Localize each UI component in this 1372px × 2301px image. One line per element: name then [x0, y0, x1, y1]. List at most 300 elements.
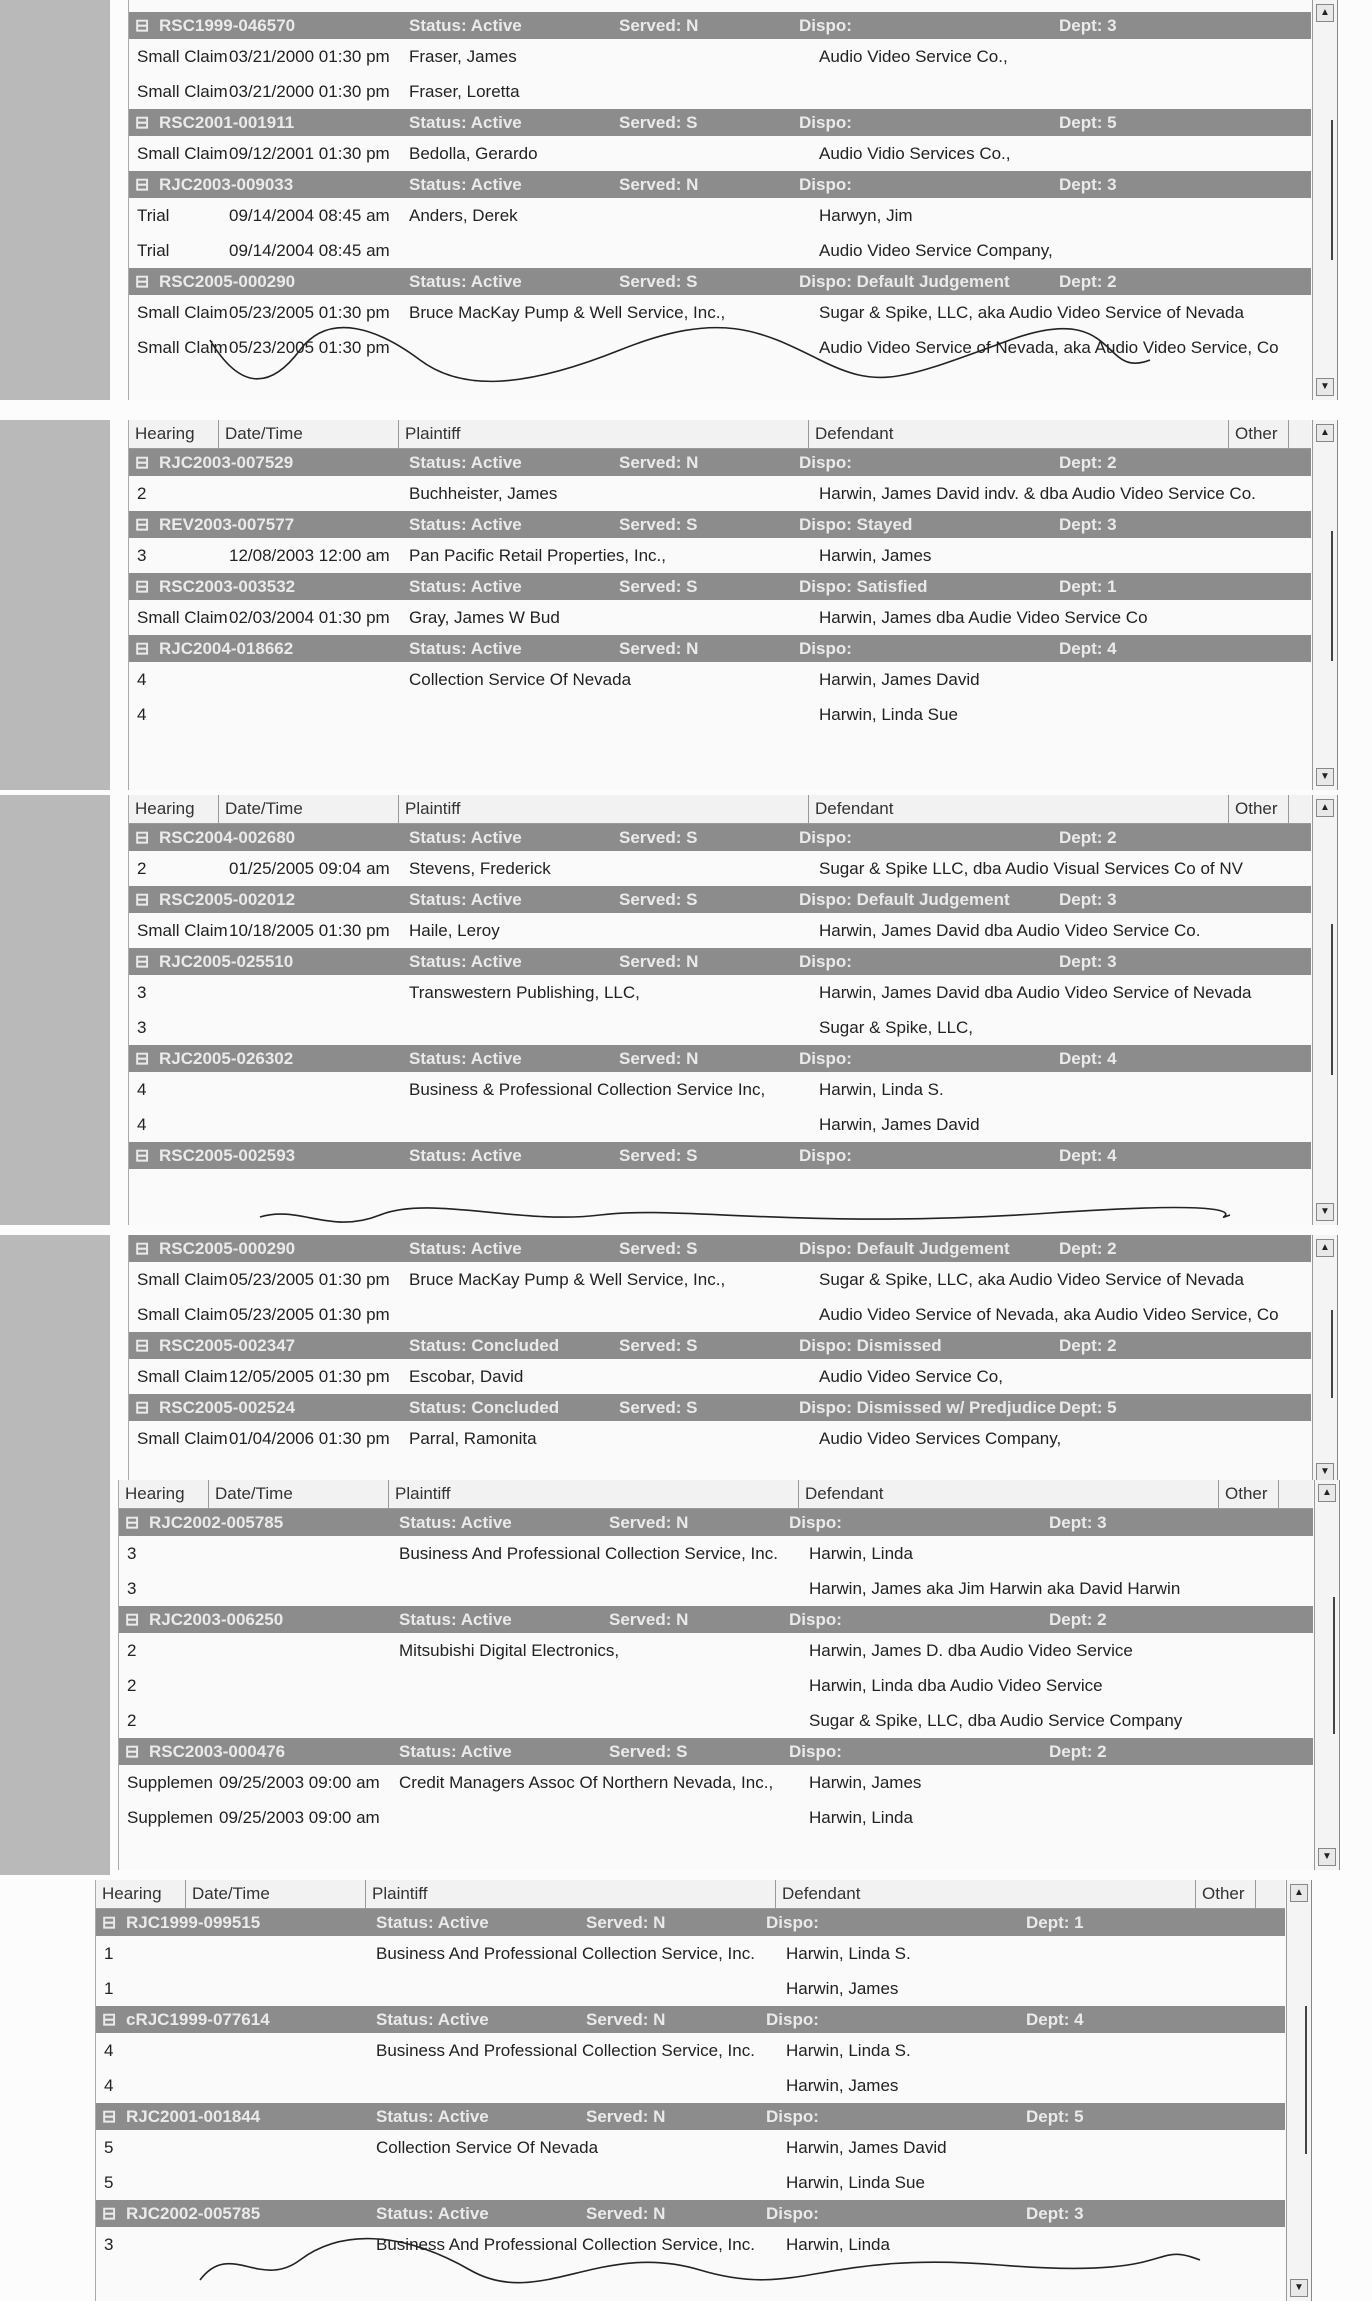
- case-number: RJC2001-001844: [126, 2106, 261, 2126]
- case-group-header[interactable]: [96, 2103, 1285, 2130]
- hearing-cell: Small Claim: [137, 1366, 228, 1386]
- case-number: RJC1999-099515: [126, 1912, 261, 1932]
- case-group-header[interactable]: [129, 573, 1311, 600]
- defendant-cell: Harwin, James David: [786, 2137, 947, 2157]
- case-number: RSC2005-002524: [159, 1397, 296, 1417]
- served-status: Served: S: [619, 514, 698, 534]
- scroll-thumb[interactable]: [1305, 2006, 1307, 2153]
- plaintiff-cell: Buchheister, James: [409, 483, 558, 503]
- datetime-cell: 05/23/2005 01:30 pm: [229, 302, 390, 322]
- dispo-status: Dispo:: [766, 1912, 819, 1932]
- case-number: RSC2005-002593: [159, 1145, 296, 1165]
- column-header-row: [129, 420, 1311, 449]
- column-header-other[interactable]: Other: [1219, 1480, 1279, 1508]
- hearing-cell: Small Claim: [137, 607, 228, 627]
- scroll-down-arrow-icon[interactable]: ▼: [1316, 1463, 1334, 1481]
- case-number: RJC2002-005785: [149, 1512, 284, 1532]
- hearing-cell: 4: [137, 669, 147, 689]
- plaintiff-cell: Bruce MacKay Pump & Well Service, Inc.,: [409, 1269, 726, 1289]
- column-header-row: [119, 1480, 1313, 1509]
- expand-icon[interactable]: ⊟: [135, 15, 150, 35]
- grid-body: [129, 12, 1311, 365]
- served-status: Served: S: [619, 1145, 698, 1165]
- case-number: cRJC1999-077614: [126, 2009, 270, 2029]
- scroll-up-arrow-icon[interactable]: ▲: [1290, 1884, 1308, 1902]
- page-margin-strip: [0, 1480, 110, 1875]
- case-group-header[interactable]: [129, 635, 1311, 662]
- plaintiff-cell: Fraser, Loretta: [409, 81, 520, 101]
- case-party-row[interactable]: [129, 476, 1311, 511]
- case-status: Status: Concluded: [409, 1335, 560, 1355]
- scroll-down-arrow-icon[interactable]: ▼: [1316, 768, 1334, 786]
- column-header-datetime[interactable]: Date/Time: [186, 1880, 366, 1908]
- plaintiff-cell: Collection Service Of Nevada: [409, 669, 632, 689]
- datetime-cell: 03/21/2000 01:30 pm: [229, 81, 390, 101]
- defendant-cell: Harwin, Linda S.: [786, 2040, 911, 2060]
- served-status: Served: N: [619, 174, 699, 194]
- scroll-up-arrow-icon[interactable]: ▲: [1316, 1239, 1334, 1257]
- hearing-cell: Trial: [137, 205, 170, 225]
- grid-body: [129, 1235, 1311, 1456]
- expand-icon[interactable]: ⊟: [135, 576, 150, 596]
- expand-icon[interactable]: ⊟: [135, 112, 150, 132]
- hearing-cell: 5: [104, 2172, 114, 2192]
- case-group-header[interactable]: [129, 1235, 1311, 1262]
- scroll-thumb[interactable]: [1333, 1597, 1335, 1734]
- served-status: Served: N: [619, 452, 699, 472]
- column-header-hearing[interactable]: Hearing: [96, 1880, 186, 1908]
- hearing-cell: Small Claim: [137, 143, 228, 163]
- datetime-cell: 05/23/2005 01:30 pm: [229, 1304, 390, 1324]
- expand-icon[interactable]: ⊟: [125, 1741, 140, 1761]
- case-status: Status: Active: [376, 2106, 489, 2126]
- defendant-cell: Harwin, James aka Jim Harwin aka David Harwin: [809, 1578, 1181, 1598]
- column-header-hearing[interactable]: Hearing: [129, 420, 219, 448]
- dispo-status: Dispo:: [789, 1512, 842, 1532]
- column-header-other[interactable]: Other: [1196, 1880, 1256, 1908]
- case-group-header[interactable]: [129, 12, 1311, 39]
- case-group-header[interactable]: [129, 511, 1311, 538]
- served-status: Served: N: [619, 15, 699, 35]
- case-party-row[interactable]: [129, 1262, 1311, 1297]
- plaintiff-cell: Bruce MacKay Pump & Well Service, Inc.,: [409, 302, 726, 322]
- hearing-cell: 3: [137, 982, 147, 1002]
- dispo-status: Dispo: Default Judgement: [799, 889, 1010, 909]
- served-status: Served: N: [586, 2106, 666, 2126]
- dispo-status: Dispo:: [789, 1741, 842, 1761]
- column-header-other[interactable]: Other: [1229, 420, 1289, 448]
- case-group-header[interactable]: [129, 1332, 1311, 1359]
- defendant-cell: Audio Video Service Company,: [819, 240, 1053, 260]
- dispo-status: Dispo:: [799, 452, 852, 472]
- case-number: RSC2003-000476: [149, 1741, 286, 1761]
- case-party-row[interactable]: [96, 2068, 1285, 2103]
- case-party-row[interactable]: [96, 1936, 1285, 1971]
- column-header-plaintiff[interactable]: Plaintiff: [399, 795, 809, 823]
- datetime-cell: 05/23/2005 01:30 pm: [229, 1269, 390, 1289]
- dispo-status: Dispo:: [799, 951, 852, 971]
- case-number: RJC2004-018662: [159, 638, 294, 658]
- case-party-row[interactable]: [119, 1668, 1313, 1703]
- case-party-row[interactable]: [129, 1421, 1311, 1456]
- expand-icon[interactable]: ⊟: [102, 2106, 117, 2126]
- vertical-scrollbar[interactable]: [1312, 420, 1337, 790]
- scroll-up-arrow-icon[interactable]: ▲: [1316, 424, 1334, 442]
- served-status: Served: S: [619, 576, 698, 596]
- case-group-header[interactable]: [119, 1509, 1313, 1536]
- expand-icon[interactable]: ⊟: [102, 2009, 117, 2029]
- dispo-status: Dispo:: [799, 638, 852, 658]
- case-grid-panel: [118, 1480, 1340, 1870]
- column-header-defendant[interactable]: Defendant: [809, 795, 1229, 823]
- dept-label: Dept: 3: [1059, 174, 1117, 194]
- dept-label: Dept: 2: [1059, 452, 1117, 472]
- defendant-cell: Sugar & Spike, LLC, aka Audio Video Service of Nevada: [819, 302, 1244, 322]
- case-party-row[interactable]: [129, 851, 1311, 886]
- case-party-row[interactable]: [129, 662, 1311, 697]
- case-status: Status: Active: [376, 2009, 489, 2029]
- hearing-cell: 1: [104, 1978, 114, 1998]
- case-party-row[interactable]: [129, 538, 1311, 573]
- case-party-row[interactable]: [129, 74, 1311, 109]
- page-margin-strip: [0, 795, 110, 1225]
- dispo-status: Dispo: Stayed: [799, 514, 913, 534]
- case-status: Status: Active: [409, 15, 522, 35]
- case-status: Status: Active: [409, 514, 522, 534]
- column-header-plaintiff[interactable]: Plaintiff: [389, 1480, 799, 1508]
- hearing-cell: 3: [137, 1017, 147, 1037]
- hearing-cell: 5: [104, 2137, 114, 2157]
- case-group-header[interactable]: [119, 1606, 1313, 1633]
- case-number: RSC2001-001911: [159, 112, 295, 132]
- dept-label: Dept: 2: [1059, 1335, 1117, 1355]
- plaintiff-cell: Mitsubishi Digital Electronics,: [399, 1640, 620, 1660]
- dispo-status: Dispo:: [799, 1145, 852, 1165]
- scroll-down-arrow-icon[interactable]: ▼: [1316, 378, 1334, 396]
- case-group-header[interactable]: [129, 1142, 1311, 1169]
- case-party-row[interactable]: [129, 330, 1311, 365]
- case-status: Status: Active: [409, 1145, 522, 1165]
- plaintiff-cell: Haile, Leroy: [409, 920, 500, 940]
- case-party-row[interactable]: [96, 2165, 1285, 2200]
- datetime-cell: 09/12/2001 01:30 pm: [229, 143, 390, 163]
- column-header-defendant[interactable]: Defendant: [776, 1880, 1196, 1908]
- datetime-cell: 12/08/2003 12:00 am: [229, 545, 390, 565]
- vertical-scrollbar[interactable]: [1314, 1480, 1339, 1870]
- case-group-header[interactable]: [119, 1738, 1313, 1765]
- case-group-header[interactable]: [129, 824, 1311, 851]
- defendant-cell: Harwin, Linda: [809, 1543, 913, 1563]
- served-status: Served: S: [619, 1238, 698, 1258]
- case-number: RSC2005-000290: [159, 1238, 296, 1258]
- served-status: Served: N: [619, 1048, 699, 1068]
- defendant-cell: Harwin, James: [786, 2075, 899, 2095]
- datetime-cell: 01/25/2005 09:04 am: [229, 858, 390, 878]
- served-status: Served: S: [619, 1397, 698, 1417]
- dispo-status: Dispo: Default Judgement: [799, 1238, 1010, 1258]
- column-header-hearing[interactable]: Hearing: [119, 1480, 209, 1508]
- plaintiff-cell: Transwestern Publishing, LLC,: [409, 982, 640, 1002]
- hearing-cell: Small Claim: [137, 1304, 228, 1324]
- defendant-cell: Harwin, Linda: [786, 2234, 890, 2254]
- case-party-row[interactable]: [96, 2130, 1285, 2165]
- case-grid-panel: [128, 1235, 1338, 1485]
- datetime-cell: 02/03/2004 01:30 pm: [229, 607, 390, 627]
- dispo-status: Dispo:: [799, 15, 852, 35]
- case-number: RJC2003-009033: [159, 174, 294, 194]
- case-party-row[interactable]: [129, 136, 1311, 171]
- case-status: Status: Concluded: [409, 1397, 560, 1417]
- dept-label: Dept: 2: [1049, 1609, 1107, 1629]
- case-party-row[interactable]: [96, 1971, 1285, 2006]
- served-status: Served: N: [586, 2203, 666, 2223]
- case-party-row[interactable]: [129, 1297, 1311, 1332]
- dispo-status: Dispo:: [766, 2009, 819, 2029]
- expand-icon[interactable]: ⊟: [135, 827, 150, 847]
- expand-icon[interactable]: ⊟: [135, 951, 150, 971]
- scroll-up-arrow-icon[interactable]: ▲: [1316, 4, 1334, 22]
- column-header-other[interactable]: Other: [1229, 795, 1289, 823]
- case-status: Status: Active: [409, 889, 522, 909]
- case-party-row[interactable]: [119, 1536, 1313, 1571]
- case-party-row[interactable]: [129, 1359, 1311, 1394]
- plaintiff-cell: Business And Professional Collection Service, Inc.: [376, 2040, 755, 2060]
- expand-icon[interactable]: ⊟: [135, 1145, 150, 1165]
- plaintiff-cell: Business And Professional Collection Service, Inc.: [376, 2234, 755, 2254]
- dispo-status: Dispo:: [766, 2106, 819, 2126]
- page-margin-strip: [0, 420, 110, 790]
- hearing-cell: Supplemen: [127, 1772, 214, 1792]
- expand-icon[interactable]: ⊟: [135, 1335, 150, 1355]
- case-group-header[interactable]: [96, 1909, 1285, 1936]
- case-party-row[interactable]: [119, 1800, 1313, 1835]
- expand-icon[interactable]: ⊟: [135, 638, 150, 658]
- scroll-down-arrow-icon[interactable]: ▼: [1290, 2279, 1308, 2297]
- case-number: RJC2005-026302: [159, 1048, 294, 1068]
- hearing-cell: 2: [127, 1675, 137, 1695]
- page-margin-strip: [0, 0, 110, 400]
- case-number: RSC2004-002680: [159, 827, 296, 847]
- scroll-thumb[interactable]: [1331, 1310, 1333, 1398]
- case-party-row[interactable]: [129, 975, 1311, 1010]
- defendant-cell: Harwin, James: [809, 1772, 922, 1792]
- case-number: REV2003-007577: [159, 514, 295, 534]
- case-status: Status: Active: [409, 112, 522, 132]
- expand-icon[interactable]: ⊟: [135, 514, 150, 534]
- defendant-cell: Harwin, James David: [819, 669, 980, 689]
- plaintiff-cell: Stevens, Frederick: [409, 858, 551, 878]
- hearing-cell: 4: [137, 704, 147, 724]
- case-status: Status: Active: [376, 1912, 489, 1932]
- case-party-row[interactable]: [119, 1571, 1313, 1606]
- scroll-thumb[interactable]: [1331, 120, 1333, 260]
- plaintiff-cell: Anders, Derek: [409, 205, 518, 225]
- defendant-cell: Sugar & Spike, LLC,: [819, 1017, 974, 1037]
- hearing-cell: Trial: [137, 240, 170, 260]
- defendant-cell: Audio Video Service of Nevada, aka Audio Video Service, Co: [819, 337, 1279, 357]
- served-status: Served: S: [609, 1741, 688, 1761]
- expand-icon[interactable]: ⊟: [135, 271, 150, 291]
- defendant-cell: Audio Video Services Company,: [819, 1428, 1062, 1448]
- plaintiff-cell: Business And Professional Collection Service, Inc.: [399, 1543, 778, 1563]
- case-grid-panel: [128, 0, 1338, 400]
- hearing-cell: 1: [104, 1943, 114, 1963]
- plaintiff-cell: Business & Professional Collection Service Inc,: [409, 1079, 766, 1099]
- case-group-header[interactable]: [129, 109, 1311, 136]
- column-header-row: [96, 1880, 1285, 1909]
- defendant-cell: Harwin, Linda S.: [819, 1079, 944, 1099]
- scroll-up-arrow-icon[interactable]: ▲: [1316, 799, 1334, 817]
- case-party-row[interactable]: [129, 600, 1311, 635]
- case-status: Status: Active: [409, 638, 522, 658]
- case-party-row[interactable]: [129, 233, 1311, 268]
- hearing-cell: Small Claim: [137, 1269, 228, 1289]
- case-group-header[interactable]: [129, 886, 1311, 913]
- dept-label: Dept: 4: [1026, 2009, 1084, 2029]
- case-group-header[interactable]: [96, 2200, 1285, 2227]
- defendant-cell: Sugar & Spike, LLC, aka Audio Video Service of Nevada: [819, 1269, 1244, 1289]
- vertical-scrollbar[interactable]: [1312, 1235, 1337, 1485]
- case-party-row[interactable]: [129, 1107, 1311, 1142]
- defendant-cell: Harwin, Linda: [809, 1807, 913, 1827]
- hearing-cell: 4: [104, 2040, 114, 2060]
- case-status: Status: Active: [409, 827, 522, 847]
- expand-icon[interactable]: ⊟: [102, 2203, 117, 2223]
- expand-icon[interactable]: ⊟: [135, 452, 150, 472]
- expand-icon[interactable]: ⊟: [135, 1238, 150, 1258]
- case-party-row[interactable]: [129, 697, 1311, 732]
- case-group-header[interactable]: [129, 268, 1311, 295]
- dispo-status: Dispo:: [766, 2203, 819, 2223]
- defendant-cell: Harwin, Linda S.: [786, 1943, 911, 1963]
- case-party-row[interactable]: [96, 2033, 1285, 2068]
- served-status: Served: N: [619, 951, 699, 971]
- defendant-cell: Harwin, James David indv. & dba Audio Video Service Co.: [819, 483, 1256, 503]
- hearing-cell: 3: [104, 2234, 114, 2254]
- expand-icon[interactable]: ⊟: [135, 1048, 150, 1068]
- case-group-header[interactable]: [129, 1045, 1311, 1072]
- plaintiff-cell: Gray, James W Bud: [409, 607, 560, 627]
- case-group-header[interactable]: [129, 449, 1311, 476]
- dispo-status: Dispo:: [799, 827, 852, 847]
- case-status: Status: Active: [399, 1609, 512, 1629]
- case-number: RJC2005-025510: [159, 951, 294, 971]
- hearing-cell: Small Claim: [137, 1428, 228, 1448]
- case-party-row[interactable]: [129, 198, 1311, 233]
- hearing-cell: Small Claim: [137, 302, 228, 322]
- case-group-header[interactable]: [129, 1394, 1311, 1421]
- datetime-cell: 01/04/2006 01:30 pm: [229, 1428, 390, 1448]
- dispo-status: Dispo:: [799, 174, 852, 194]
- plaintiff-cell: Parral, Ramonita: [409, 1428, 537, 1448]
- vertical-scrollbar[interactable]: [1286, 1880, 1311, 2301]
- expand-icon[interactable]: ⊟: [102, 1912, 117, 1932]
- case-party-row[interactable]: [129, 39, 1311, 74]
- case-party-row[interactable]: [119, 1633, 1313, 1668]
- dept-label: Dept: 3: [1059, 514, 1117, 534]
- expand-icon[interactable]: ⊟: [135, 889, 150, 909]
- hearing-cell: 2: [137, 483, 147, 503]
- expand-icon[interactable]: ⊟: [125, 1512, 140, 1532]
- case-group-header[interactable]: [96, 2006, 1285, 2033]
- case-number: RJC2003-006250: [149, 1609, 284, 1629]
- case-party-row[interactable]: [129, 913, 1311, 948]
- case-party-row[interactable]: [119, 1703, 1313, 1738]
- plaintiff-cell: Pan Pacific Retail Properties, Inc.,: [409, 545, 667, 565]
- defendant-cell: Sugar & Spike, LLC, dba Audio Service Company: [809, 1710, 1183, 1730]
- scroll-thumb[interactable]: [1331, 924, 1333, 1075]
- expand-icon[interactable]: ⊟: [135, 174, 150, 194]
- case-party-row[interactable]: [129, 295, 1311, 330]
- column-header-hearing[interactable]: Hearing: [129, 795, 219, 823]
- vertical-scrollbar[interactable]: [1312, 795, 1337, 1225]
- column-header-datetime[interactable]: Date/Time: [209, 1480, 389, 1508]
- plaintiff-cell: Collection Service Of Nevada: [376, 2137, 599, 2157]
- column-header-defendant[interactable]: Defendant: [809, 420, 1229, 448]
- defendant-cell: Harwin, Linda Sue: [786, 2172, 925, 2192]
- vertical-scrollbar[interactable]: [1312, 0, 1337, 400]
- dept-label: Dept: 5: [1059, 112, 1117, 132]
- served-status: Served: S: [619, 271, 698, 291]
- dept-label: Dept: 5: [1059, 1397, 1117, 1417]
- case-group-header[interactable]: [129, 171, 1311, 198]
- datetime-cell: 09/14/2004 08:45 am: [229, 205, 390, 225]
- served-status: Served: N: [609, 1609, 689, 1629]
- defendant-cell: Audio Video Service Co,: [819, 1366, 1003, 1386]
- case-grid-panel: [128, 795, 1338, 1225]
- served-status: Served: S: [619, 1335, 698, 1355]
- column-header-datetime[interactable]: Date/Time: [219, 420, 399, 448]
- case-party-row[interactable]: [129, 1072, 1311, 1107]
- column-header-defendant[interactable]: Defendant: [799, 1480, 1219, 1508]
- column-header-plaintiff[interactable]: Plaintiff: [366, 1880, 776, 1908]
- case-status: Status: Active: [409, 951, 522, 971]
- column-header-datetime[interactable]: Date/Time: [219, 795, 399, 823]
- datetime-cell: 12/05/2005 01:30 pm: [229, 1366, 390, 1386]
- expand-icon[interactable]: ⊟: [125, 1609, 140, 1629]
- hearing-cell: 3: [127, 1543, 137, 1563]
- plaintiff-cell: Bedolla, Gerardo: [409, 143, 538, 163]
- case-status: Status: Active: [376, 2203, 489, 2223]
- hearing-cell: Small Claim: [137, 920, 228, 940]
- case-party-row[interactable]: [129, 1010, 1311, 1045]
- defendant-cell: Harwin, James David: [819, 1114, 980, 1134]
- scroll-down-arrow-icon[interactable]: ▼: [1316, 1203, 1334, 1221]
- scroll-thumb[interactable]: [1331, 531, 1333, 661]
- served-status: Served: N: [609, 1512, 689, 1532]
- case-party-row[interactable]: [96, 2227, 1285, 2262]
- defendant-cell: Harwin, Linda Sue: [819, 704, 958, 724]
- scroll-down-arrow-icon[interactable]: ▼: [1318, 1848, 1336, 1866]
- case-status: Status: Active: [409, 576, 522, 596]
- case-status: Status: Active: [399, 1512, 512, 1532]
- served-status: Served: S: [619, 827, 698, 847]
- dept-label: Dept: 2: [1059, 827, 1117, 847]
- case-party-row[interactable]: [119, 1765, 1313, 1800]
- plaintiff-cell: Credit Managers Assoc Of Northern Nevada, Inc.,: [399, 1772, 774, 1792]
- case-status: Status: Active: [409, 174, 522, 194]
- column-header-plaintiff[interactable]: Plaintiff: [399, 420, 809, 448]
- case-number: RSC2005-000290: [159, 271, 296, 291]
- defendant-cell: Harwin, James: [786, 1978, 899, 1998]
- defendant-cell: Harwin, James D. dba Audio Video Service: [809, 1640, 1133, 1660]
- case-group-header[interactable]: [129, 948, 1311, 975]
- dispo-status: Dispo: Satisfied: [799, 576, 928, 596]
- plaintiff-cell: Business And Professional Collection Service, Inc.: [376, 1943, 755, 1963]
- scroll-up-arrow-icon[interactable]: ▲: [1318, 1484, 1336, 1502]
- dept-label: Dept: 3: [1049, 1512, 1107, 1532]
- expand-icon[interactable]: ⊟: [135, 1397, 150, 1417]
